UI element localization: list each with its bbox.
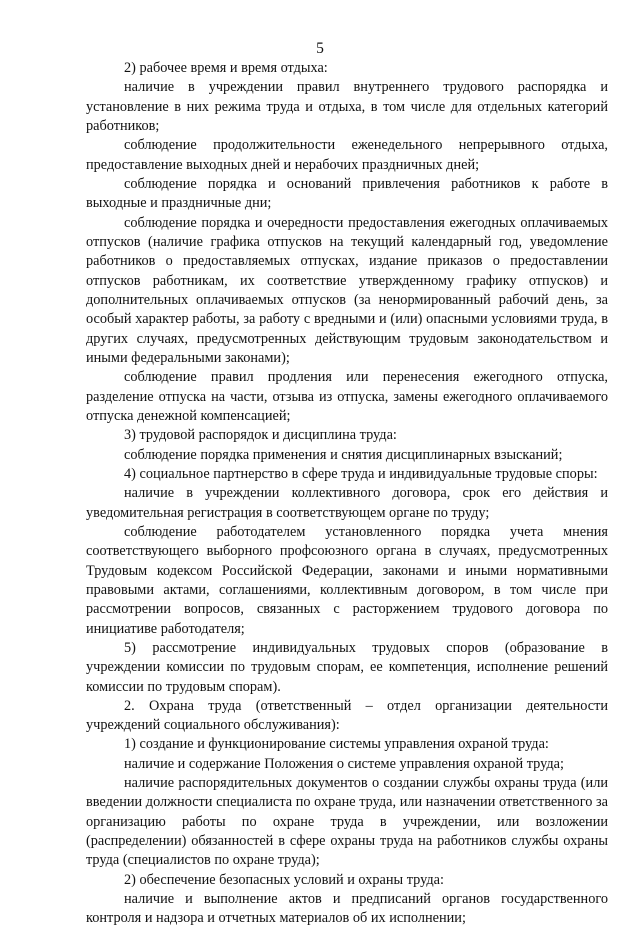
document-body	[86, 59, 608, 929]
paragraph: 3) трудовой распорядок и дисциплина труда:	[124, 427, 397, 444]
paragraph: наличие в учреждении правил внутреннего трудового распорядка и установление в них режима труда и отдыха, в том числе для отдельных категорий работников;	[86, 79, 608, 134]
paragraph: соблюдение работодателем установленного порядка учета мнения соответствующего выборного профсоюзного органа в случаях, предусмотренных Трудовым кодексом Российской Федерации, законами и иными нормативными правовыми актами, соглашениями, коллективным договором, в том числе при рассмотрении вопросов, связанных с расторжением трудового договора по инициативе работодателя;	[86, 523, 608, 637]
paragraph: соблюдение правил продления или перенесения ежегодного отпуска, разделение отпуска на части, отзыва из отпуска, замены ежегодного оплачиваемого отпуска денежной компенсацией;	[86, 369, 608, 424]
paragraph: наличие в учреждении коллективного договора, срок его действия и уведомительная регистрация в соответствующем органе по труду;	[86, 485, 608, 521]
paragraph: соблюдение продолжительности еженедельного непрерывного отдыха, предоставление выходных дней и нерабочих праздничных дней;	[86, 137, 608, 173]
paragraph: 4) социальное партнерство в сфере труда и индивидуальные трудовые споры:	[124, 465, 598, 482]
paragraph: 2. Охрана труда (ответственный – отдел организации деятельности учреждений социального обслуживания):	[86, 697, 608, 734]
paragraph: соблюдение порядка и оснований привлечения работников к работе в выходные и праздничные дни;	[86, 175, 608, 212]
page-number: 5	[316, 40, 324, 57]
paragraph: 1) создание и функционирование системы управления охраной труда:	[124, 736, 549, 753]
paragraph: наличие и содержание Положения о системе управления охраной труда;	[124, 755, 564, 772]
paragraph: 2) обеспечение безопасных условий и охраны труда:	[124, 871, 444, 888]
paragraph: соблюдение порядка применения и снятия дисциплинарных взысканий;	[124, 446, 563, 463]
paragraph: наличие распорядительных документов о создании службы охраны труда (или введении должности специалиста по охране труда, или назначении ответственного за организацию работы по охране труда в учреждении, или возложении (распределении) обязанностей в сфере охраны труда на работников службы охраны труда (специалистов по охране труда);	[86, 775, 608, 869]
paragraph: наличие и выполнение актов и предписаний органов государственного контроля и надзора и отчетных материалов об их исполнении;	[86, 891, 608, 927]
paragraph: 2) рабочее время и время отдыха:	[124, 60, 328, 76]
paragraph: 5) рассмотрение индивидуальных трудовых споров (образование в учреждении комиссии по трудовым спорам, ее компетенция, исполнение решений комиссии по трудовым спорам).	[86, 639, 608, 695]
paragraph: соблюдение порядка и очередности предоставления ежегодных оплачиваемых отпусков (наличие графика отпусков на текущий календарный год, уведомление работников о предоставляемых отпусках, издание приказов о предоставлении отпусков работникам, их соответствие утвержденному графику отпусков) и дополнительных оплачиваемых отпусков (за ненормированный рабочий день, за особый характер работы, за работу с вредными и (или) опасными условиями труда, в других случаях, предусмотренных действующим трудовым законодательством и иными федеральными законами);	[86, 214, 608, 366]
